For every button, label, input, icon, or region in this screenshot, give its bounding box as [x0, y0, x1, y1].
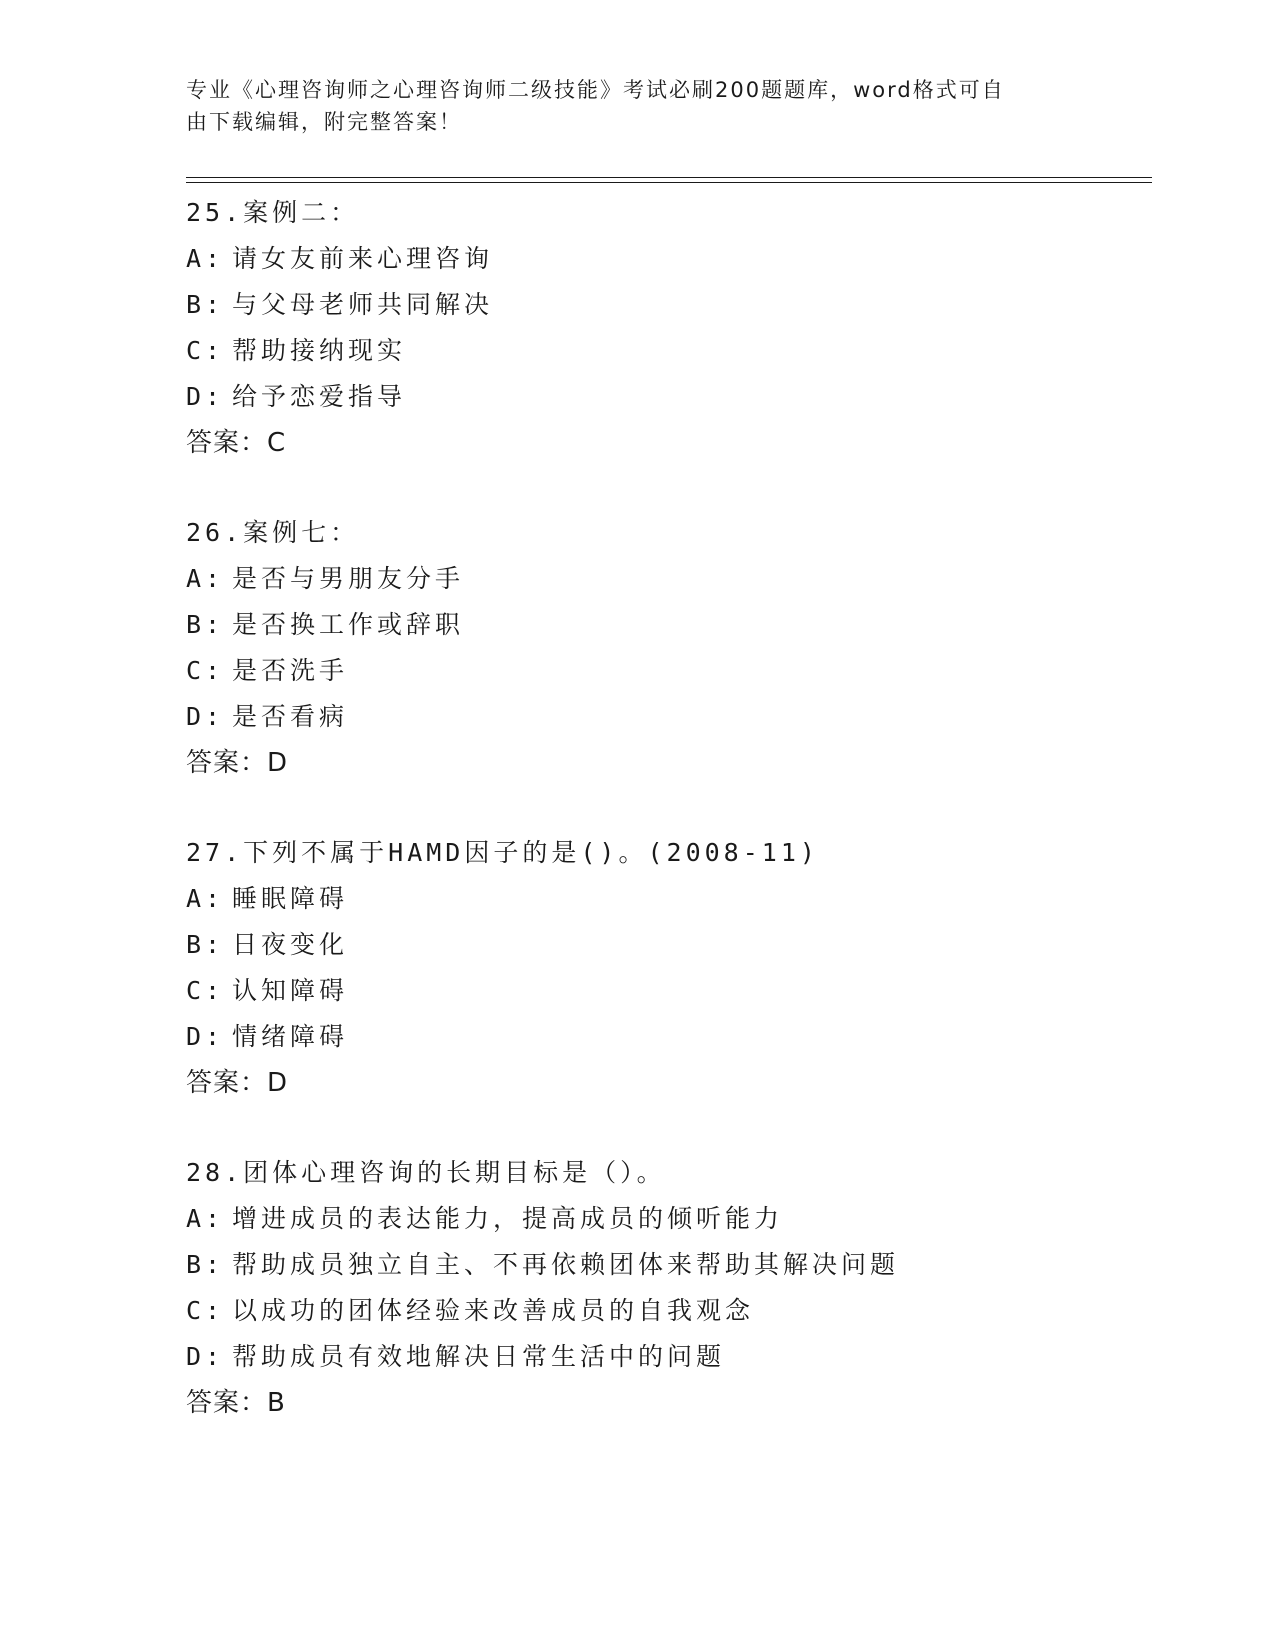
question-stem: 28.团体心理咨询的长期目标是（）。: [186, 1158, 666, 1187]
question-stem: 25.案例二：: [186, 198, 360, 227]
option-b: [186, 282, 1136, 328]
option-text: 日夜变化: [232, 930, 349, 959]
option-key: C:: [186, 976, 225, 1005]
option-key: D:: [186, 702, 225, 731]
option-key: B:: [186, 290, 225, 319]
option-text: 以成功的团体经验来改善成员的自我观念: [232, 1296, 755, 1325]
answer-line: 答案：B: [186, 1388, 286, 1418]
option-text: 是否与男朋友分手: [232, 564, 465, 593]
option-text: 睡眠障碍: [232, 884, 349, 913]
option-a: [186, 876, 1136, 922]
header-rule-bottom: [186, 182, 1152, 183]
option-c: [186, 328, 1136, 374]
option-c: [186, 648, 1136, 694]
question-28: [186, 1150, 1136, 1426]
answer-line: 答案：D: [186, 748, 289, 778]
option-text: 情绪障碍: [232, 1022, 349, 1051]
option-key: A:: [186, 244, 225, 273]
option-d: [186, 1334, 1136, 1380]
option-key: B:: [186, 610, 225, 639]
option-text: 与父母老师共同解决: [232, 290, 494, 319]
option-key: B:: [186, 1250, 225, 1279]
option-c: [186, 1288, 1136, 1334]
option-key: A:: [186, 884, 225, 913]
header-note: [186, 74, 1086, 138]
option-a: [186, 1196, 1136, 1242]
option-key: D:: [186, 1022, 225, 1051]
header-line-2: 由下载编辑，附完整答案！: [186, 110, 462, 134]
option-key: C:: [186, 656, 225, 685]
option-key: C:: [186, 336, 225, 365]
option-c: [186, 968, 1136, 1014]
option-text: 是否洗手: [232, 656, 349, 685]
option-text: 是否看病: [232, 702, 349, 731]
option-key: D:: [186, 382, 225, 411]
question-stem: 26.案例七：: [186, 518, 360, 547]
header-line-1: 专业《心理咨询师之心理咨询师二级技能》考试必刷200题题库，word格式可自: [186, 78, 1005, 102]
option-a: [186, 236, 1136, 282]
option-key: A:: [186, 564, 225, 593]
option-d: [186, 694, 1136, 740]
option-text: 帮助接纳现实: [232, 336, 407, 365]
option-text: 给予恋爱指导: [232, 382, 407, 411]
answer-line: 答案：C: [186, 428, 287, 458]
option-b: [186, 602, 1136, 648]
option-b: [186, 922, 1136, 968]
question-27: [186, 830, 1136, 1106]
question-26: [186, 510, 1136, 786]
option-d: [186, 374, 1136, 420]
option-text: 增进成员的表达能力，提高成员的倾听能力: [232, 1204, 784, 1233]
option-text: 帮助成员独立自主、不再依赖团体来帮助其解决问题: [232, 1250, 900, 1279]
option-d: [186, 1014, 1136, 1060]
answer-line: 答案：D: [186, 1068, 289, 1098]
option-b: [186, 1242, 1136, 1288]
option-text: 请女友前来心理咨询: [232, 244, 494, 273]
option-text: 认知障碍: [232, 976, 349, 1005]
header-rule-top: [186, 177, 1152, 178]
question-25: [186, 190, 1136, 466]
option-key: D:: [186, 1342, 225, 1371]
question-stem: 27.下列不属于HAMD因子的是()。(2008-11): [186, 838, 819, 867]
option-text: 帮助成员有效地解决日常生活中的问题: [232, 1342, 726, 1371]
option-key: C:: [186, 1296, 225, 1325]
option-key: A:: [186, 1204, 225, 1233]
option-key: B:: [186, 930, 225, 959]
option-text: 是否换工作或辞职: [232, 610, 465, 639]
option-a: [186, 556, 1136, 602]
